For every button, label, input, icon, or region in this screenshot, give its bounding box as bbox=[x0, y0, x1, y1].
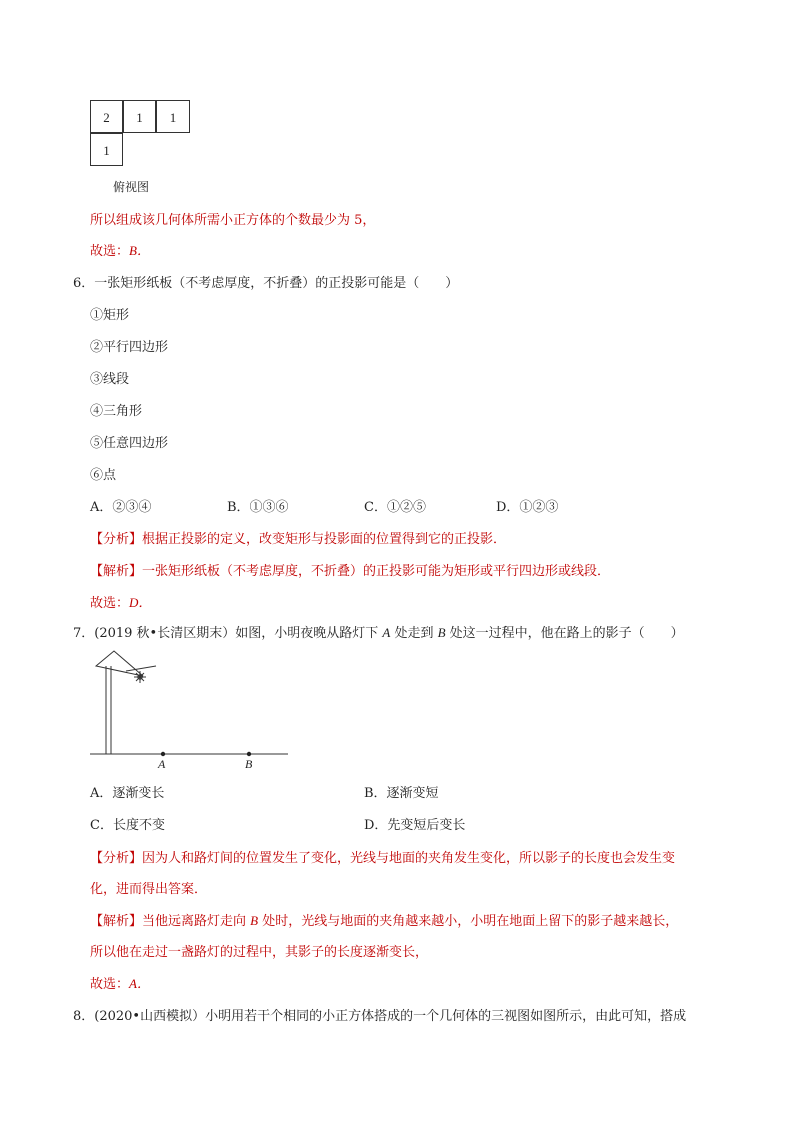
q6-solution bbox=[90, 560, 610, 579]
q7-option-c: C．长度不变 bbox=[90, 818, 165, 833]
figure-label-a: A bbox=[158, 757, 166, 771]
q5-conclusion: 所以组成该几何体所需小正方体的个数最少为 5， bbox=[90, 213, 376, 228]
q6-answer-line bbox=[90, 592, 151, 611]
q7-question bbox=[73, 622, 684, 641]
q6-option-c: C．①②⑤ bbox=[364, 500, 426, 515]
analysis-tag: 【分析】 bbox=[90, 532, 143, 547]
answer-letter: D． bbox=[129, 595, 152, 610]
analysis-text: 因为人和路灯间的位置发生了变化，光线与地面的夹角发生变化，所以影子的长度也会发生变 bbox=[142, 851, 676, 866]
solution-tag: 【解析】 bbox=[90, 914, 143, 929]
q6-option-b: B．①③⑥ bbox=[227, 500, 289, 515]
q7-analysis-cont: 化，进而得出答案． bbox=[90, 882, 208, 897]
q6-item: ①矩形 bbox=[90, 308, 130, 323]
q7-answer-line bbox=[90, 973, 150, 992]
q6-analysis bbox=[90, 528, 506, 547]
answer-prefix: 故选： bbox=[90, 977, 130, 992]
q6-item: ②平行四边形 bbox=[90, 340, 169, 355]
analysis-text: 根据正投影的定义，改变矩形与投影面的位置得到它的正投影． bbox=[142, 532, 507, 547]
q6-question: 6．一张矩形纸板（不考虑厚度，不折叠）的正投影可能是（ ） bbox=[73, 276, 459, 291]
analysis-tag: 【分析】 bbox=[90, 851, 143, 866]
point-a-dot bbox=[161, 752, 165, 756]
q6-item: ④三角形 bbox=[90, 404, 143, 419]
q7-solution-cont: 所以他在走过一盏路灯的过程中，其影子的长度逐渐变长， bbox=[90, 945, 429, 960]
grid-cell: 2 bbox=[90, 100, 123, 133]
figure-label-b: B bbox=[245, 757, 253, 771]
q6-item: ⑤任意四边形 bbox=[90, 436, 169, 451]
grid-cell: 1 bbox=[90, 133, 123, 166]
q6-item: ③线段 bbox=[90, 372, 130, 387]
q5-answer-line bbox=[90, 240, 150, 259]
solution-point: B bbox=[250, 913, 259, 928]
answer-letter: A． bbox=[129, 976, 150, 991]
q7-question-prefix: 7．(2019 秋•长清区期末）如图，小明夜晚从路灯下 bbox=[73, 626, 383, 641]
grid-cell: 1 bbox=[156, 100, 190, 133]
q6-option-a: A．②③④ bbox=[90, 500, 152, 515]
q6-option-d: D．①②③ bbox=[496, 500, 559, 515]
lamp-head bbox=[96, 651, 143, 676]
q7-question-suffix: 处这一过程中，他在路上的影子（ ） bbox=[445, 626, 684, 641]
top-view-caption: 俯视图 bbox=[113, 180, 150, 194]
q7-option-b: B．逐渐变短 bbox=[364, 786, 439, 801]
q7-solution bbox=[90, 910, 678, 929]
answer-prefix: 故选： bbox=[90, 596, 130, 611]
grid-cell: 1 bbox=[123, 100, 156, 133]
point-label-a: A bbox=[382, 625, 391, 640]
solution-text: 一张矩形纸板（不考虑厚度，不折叠）的正投影可能为矩形或平行四边形或线段． bbox=[142, 564, 611, 579]
point-label-b: B bbox=[437, 625, 446, 640]
street-lamp-figure bbox=[86, 648, 306, 773]
q7-option-d: D．先变短后变长 bbox=[364, 818, 466, 833]
solution-tag: 【解析】 bbox=[90, 564, 143, 579]
point-b-dot bbox=[247, 752, 251, 756]
q8-question: 8．(2020•山西模拟）小明用若干个相同的小正方体搭成的一个几何体的三视图如图所示，由此可知，搭成 bbox=[73, 1009, 687, 1024]
q6-item: ⑥点 bbox=[90, 468, 117, 483]
answer-letter: B． bbox=[129, 243, 150, 258]
solution-text-suffix: 处时，光线与地面的夹角越来越小，小明在地面上留下的影子越来越长， bbox=[258, 914, 679, 929]
q7-option-a: A．逐渐变长 bbox=[90, 786, 165, 801]
solution-text: 当他远离路灯走向 bbox=[142, 914, 251, 929]
answer-prefix: 故选： bbox=[90, 244, 130, 259]
q7-question-mid: 处走到 bbox=[390, 626, 438, 641]
q7-analysis bbox=[90, 847, 675, 866]
